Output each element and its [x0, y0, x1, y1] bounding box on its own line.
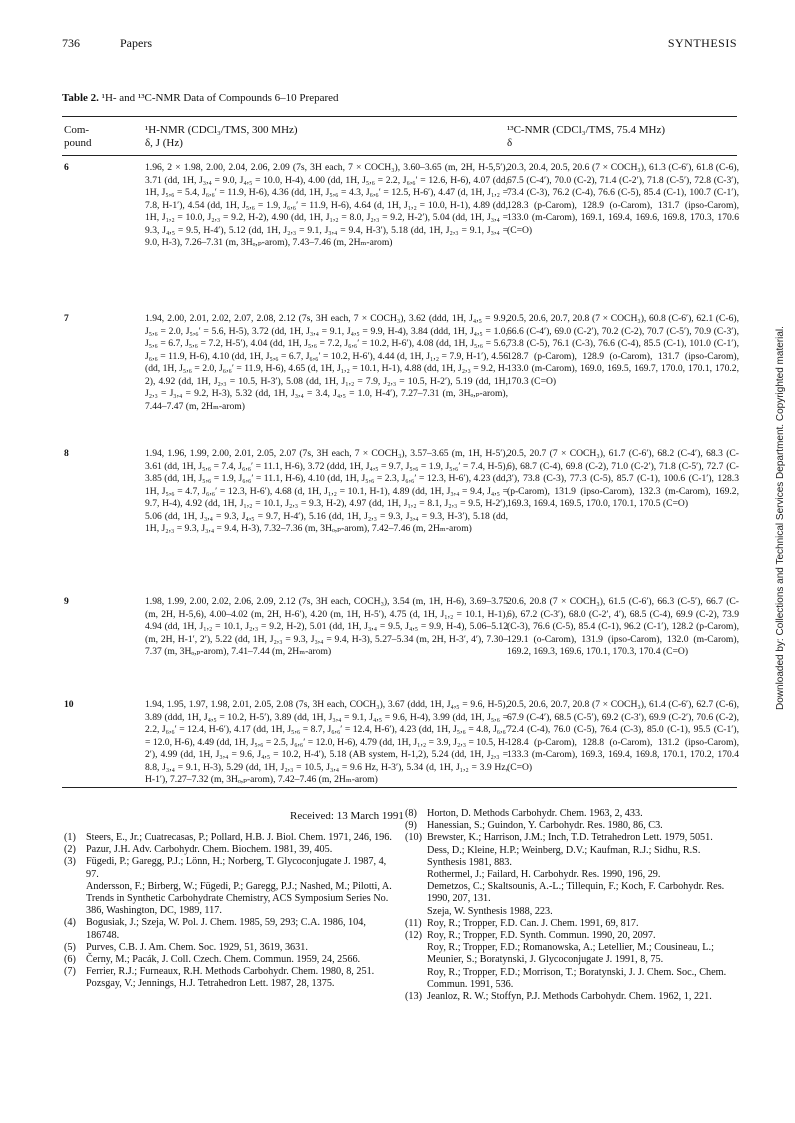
- download-notice-text: Downloaded by: Collections and Technical Services Department. Copyrighted material.: [775, 326, 786, 710]
- table-label: Table 2.: [62, 92, 99, 104]
- reference-item: [64, 954, 394, 966]
- ref-text: Pazur, J.H. Adv. Carbohydr. Chem. Biochem. 1981, 39, 405.: [86, 844, 333, 856]
- ref-text: Roy, R.; Tropper, F.D. Synth. Commun. 1990, 20, 2097.: [427, 930, 656, 942]
- ref-text: Roy, R.; Tropper, F.D. Can. J. Chem. 1991, 69, 817.: [427, 917, 639, 929]
- download-notice: [775, 290, 789, 710]
- col-c13-header: [507, 124, 665, 150]
- compound-number: 8: [64, 448, 69, 459]
- c13-nmr-cell: 20.6, 20.8 (7 × COCH₃), 61.5 (C-6′), 66.3 (C-5′), 66.7 (C-6), 67.2 (C-3′), 68.0 (C-2′, 4′), 68.5 (C-4), 69.9 (C-2), 73.9 (C-3), 76.6 (C-5), 85.4 (C-1), 96.2 (C-1′), 128.2 (p-Carom), 129.1 (o-Carom), 131.9 (ipso-Carom), 132.0 (m-Carom), 169.2, 169.3, 169.6, 170.1, 170.3, 170.4 (C=O): [507, 596, 739, 657]
- ref-text: Horton, D. Methods Carbohydr. Chem. 1963, 2, 433.: [427, 808, 643, 819]
- reference-item: [64, 966, 394, 990]
- ref-number: (7): [64, 966, 76, 978]
- reference-item: [64, 942, 394, 954]
- col-compound-line1: Com-: [64, 124, 90, 136]
- reference-item: [64, 856, 394, 917]
- h1-nmr-cell: 1.96, 2 × 1.98, 2.00, 2.04, 2.06, 2.09 (7s, 3H each, 7 × COCH₃), 3.60–3.65 (m, 2H, H-5,5′), 3.71 (dd, 1H, J₃,₄ = 9.0, J₄,₅ = 10.0, H-4), 4.00 (dd, 1H, J₅,₆ = 2.2, J₆,₆′ = 12.6, H-6), 4.07 (dd, 1H, J₅,₆ = 5.4, J₆,₆′ = 11.9, H-6), 4.36 (dd, 1H, J₅,₆ = 4.3, J₆,₆′ = 12.5, H-6′), 4.47 (d, 1H, J₁,₂ = 7.8, H-1′), 4.54 (dd, 1H, J₅,₆ = 1.9, J₆,₆′ = 11.9, H-6), 4.64 (d, 1H, J₁,₂ = 10.0, H-1), 4.89 (dd, 1H, J₁,₂ = 10.0, J₂,₃ = 9.2, H-2), 4.90 (dd, 1H, J₁,₂ = 8.0, J₂,₃ = 9.2, H-2′), 5.04 (dd, 1H, J₃,₄ = 9.3, J₄,₅ = 9.5, H-4′), 5.12 (dd, 1H, J₂,₃ = 9.1, J₃,₄ = 9.4, H-3′), 5.18 (dd, 1H, J₂,₃ = 9.1, J₃,₄ = 9.0, H-3), 7.26–7.31 (m, 3Hₒ,ₚ-arom), 7.43–7.46 (m, 2Hₘ-arom): [145, 162, 508, 248]
- col-h1-line1: ¹H-NMR (CDCl₃/TMS, 300 MHz): [145, 124, 298, 136]
- ref-text: Demetzos, C.; Skaltsounis, A.-L.; Tillequin, F.; Koch, F. Carbohydr. Res. 1990, 207, 131.: [427, 881, 725, 905]
- ref-text: Bogusiak, J.; Szeja, W. Pol. J. Chem. 1985, 59, 293; C.A. 1986, 104, 186748.: [86, 917, 366, 941]
- ref-text: Černy, M.; Pacák, J. Coll. Czech. Chem. Commun. 1959, 24, 2566.: [86, 954, 361, 966]
- compound-number: 6: [64, 162, 69, 173]
- table-header-rule: [62, 155, 737, 156]
- c13-nmr-cell: 20.5, 20.6, 20.7, 20.8 (7 × COCH₃), 61.4 (C-6′), 62.7 (C-6), 67.9 (C-4′), 68.5 (C-5′), 69.2 (C-3′), 69.9 (C-2′), 70.6 (C-2), 72.4 (C-4), 76.0 (C-5), 76.4 (C-3), 85.0 (C-1), 95.5 (C-1′), 128.4 (p-Carom), 128.8 (o-Carom), 131.2 (ipso-Carom), 133.3 (m-Carom), 169.3, 169.4, 169.8, 170.1, 170.2, 170.4 (C=O): [507, 699, 739, 773]
- c13-nmr-cell: 20.3, 20.4, 20.5, 20.6 (7 × COCH₃), 61.3 (C-6′), 61.8 (C-6), 67.5 (C-4′), 70.0 (C-2), 71.4 (C-2′), 71.8 (C-5′), 72.8 (C-3′), 73.4 (C-3), 76.2 (C-4), 76.6 (C-5), 85.4 (C-1), 100.7 (C-1′), 128.3 (p-Carom), 128.9 (o-Carom), 131.7 (ipso-Carom), 133.0 (m-Carom), 169.1, 169.4, 169.6, 169.8, 170.3, 170.6 (C=O): [507, 162, 739, 236]
- references-left: [64, 832, 394, 991]
- reference-item: [64, 832, 394, 844]
- ref-number: (3): [64, 856, 76, 868]
- h1-nmr-cell: 1.98, 1.99, 2.00, 2.02, 2.06, 2.09, 2.12 (7s, 3H each, COCH₃), 3.54 (m, 1H, H-6), 3.69–3.75 (m, 2H, H-5,6), 4.00–4.02 (m, 2H, H-6′), 4.20 (m, 1H, H-5′), 4.75 (d, 1H, J₁,₂ = 10.1, H-1), 4.94 (dd, 1H, J₁,₂ = 10.1, J₂,₃ = 9.2, H-2), 5.01 (dd, 1H, J₃,₄ = 9.5, J₄,₅ = 9.9, H-4), 5.06–5.12 (m, 2H, H-1′, 2′), 5.22 (dd, 1H, J₂,₃ = 9.3, J₃,₄ = 9.4, H-3), 5.27–5.34 (m, 2H, H-3′, 4′), 7.30–7.37 (m, 3Hₒ,ₚ-arom), 7.41–7.44 (m, 2Hₘ-arom): [145, 596, 508, 657]
- col-compound-header: [64, 124, 92, 150]
- ref-text: Purves, C.B. J. Am. Chem. Soc. 1929, 51, 3619, 3631.: [86, 941, 308, 953]
- reference-item: [405, 918, 737, 930]
- ref-number: (5): [64, 941, 76, 953]
- c13-nmr-cell: 20.5, 20.7 (7 × COCH₃), 61.7 (C-6′), 68.2 (C-4′), 68.3 (C-6), 68.7 (C-4), 69.8 (C-2), 71.0 (C-2′), 71.8 (C-5′), 72.7 (C-3′), 73.8 (C-3), 77.3 (C-5), 85.7 (C-1), 100.6 (C-1′), 128.3 (p-Carom), 131.9 (ipso-Carom), 132.3 (m-Carom), 169.2, 169.3, 169.4, 169.5, 170.0, 170.1, 170.5 (C=O): [507, 448, 739, 509]
- ref-text: Andersson, F.; Birberg, W.; Fügedi, P.; Garegg, P.J.; Nashed, M.; Pilotti, A. Trends in Synthetic Carbohydrate Chemistry, ACS Symposium Series No. 386, Washington, DC, 1989, 117.: [86, 880, 392, 917]
- ref-number: (13): [405, 991, 422, 1003]
- ref-number: (12): [405, 930, 422, 942]
- compound-number: 9: [64, 596, 69, 607]
- reference-item: [64, 844, 394, 856]
- ref-text: Hanessian, S.; Guindon, Y. Carbohydr. Res. 1980, 86, C3.: [427, 820, 663, 832]
- ref-text: Steers, E., Jr.; Cuatrecasas, P.; Pollard, H.B. J. Biol. Chem. 1971, 246, 196.: [86, 832, 392, 843]
- compound-number: 7: [64, 313, 69, 324]
- ref-text: Rothermel, J.; Failard, H. Carbohydr. Res. 1990, 196, 29.: [427, 869, 661, 881]
- table-title: ¹H- and ¹³C-NMR Data of Compounds 6–10 Prepared: [98, 92, 339, 104]
- ref-number: (4): [64, 917, 76, 929]
- reference-item: [64, 917, 394, 941]
- reference-item: [405, 820, 737, 832]
- journal-name: SYNTHESIS: [667, 36, 737, 50]
- ref-text: Jeanloz, R. W.; Stoffyn, P.J. Methods Carbohydr. Chem. 1962, 1, 221.: [427, 991, 712, 1003]
- reference-item: [405, 930, 737, 991]
- ref-number: (11): [405, 917, 422, 929]
- c13-nmr-cell: 20.5, 20.6, 20.7, 20.8 (7 × COCH₃), 60.8 (C-6′), 62.1 (C-6), 66.6 (C-4′), 69.0 (C-2′), 70.2 (C-2), 70.7 (C-5′), 70.9 (C-3′), 73.8 (C-5), 76.1 (C-3), 76.6 (C-4), 85.5 (C-1), 101.0 (C-1′), 128.7 (p-Carom), 128.9 (o-Carom), 131.7 (ipso-Carom), 133.0 (m-Carom), 169.0, 169.5, 169.7, 170.0, 170.1, 170.2, 170.3 (C=O): [507, 313, 739, 387]
- ref-number: (1): [64, 832, 76, 843]
- ref-text: Fügedi, P.; Garegg, P.J.; Lönn, H.; Norberg, T. Glycoconjugate J. 1987, 4, 97.: [86, 856, 387, 880]
- h1-nmr-cell: 1.94, 1.95, 1.97, 1.98, 2.01, 2.05, 2.08 (7s, 3H each, COCH₃), 3.67 (ddd, 1H, J₄,₅ = 9.6, H-5), 3.89 (ddd, 1H, J₄,₅ = 10.2, H-5′), 3.89 (dd, 1H, J₃,₄ = 9.1, J₄,₅ = 9.6, H-4), 3.99 (dd, 1H, J₅,₆ = 2.2, J₆,₆′ = 12.4, H-6′), 4.17 (dd, 1H, J₅,₆ = 8.7, J₆,₆′ = 12.4, H-6′), 4.23 (dd, 1H, J₅,₆ = 4.8, J₆,₆′ = 12.0, H-6), 4.49 (dd, 1H, J₅,₆ = 2.5, J₆,₆′ = 12.0, H-6), 4.79 (dd, 1H, J₁,₂ = 3.9, J₂,₃ = 10.5, H-2′), 4.99 (dd, 1H, J₃,₄ = 9.6, J₄,₅ = 10.2, H-4′), 5.18 (AB system, H-1,2), 5.24 (dd, 1H, J₂,₃ = 8.8, J₃,₄ = 9.1, H-3), 5.29 (dd, 1H, J₂,₃ = 10.5, J₃,₄ = 9.6 Hz, H-3′), 5.34 (d, 1H, J₁,₂ = 3.9 Hz, H-1′), 7.27–7.32 (m, 3Hₒ,ₚ-arom), 7.42–7.46 (m, 2Hₘ-arom): [145, 699, 508, 785]
- col-compound-line2: pound: [64, 137, 92, 149]
- col-h1-line2: δ, J (Hz): [145, 137, 183, 149]
- table-caption: [62, 92, 339, 104]
- reference-item: [405, 808, 737, 820]
- ref-text: Dess, D.; Kleine, H.P.; Weinberg, D.V.; Kaufman, R.J.; Sidhu, R.S. Synthesis 1981, 883.: [427, 844, 701, 868]
- ref-text: Roy, R.; Tropper, F.D.; Romanowska, A.; Letellier, M.; Cousineau, L.; Meunier, S.; Boratynski, J. Glycoconjugate J. 1991, 8, 75.: [427, 942, 714, 966]
- compound-number: 10: [64, 699, 74, 710]
- col-c13-line2: δ: [507, 137, 513, 149]
- ref-number: (8): [405, 808, 417, 819]
- received-date: Received: 13 March 1991: [290, 810, 404, 822]
- section-name: Papers: [120, 36, 152, 50]
- running-header: [62, 36, 737, 54]
- ref-number: (9): [405, 820, 417, 832]
- reference-item: [405, 991, 737, 1003]
- col-h1-header: [145, 124, 298, 150]
- h1-nmr-cell: 1.94, 1.96, 1.99, 2.00, 2.01, 2.05, 2.07 (7s, 3H each, 7 × COCH₃), 3.57–3.65 (m, 1H, H-5′), 3.61 (dd, 1H, J₅,₆ = 7.4, J₆,₆′ = 11.1, H-6), 3.72 (ddd, 1H, J₄,₅ = 9.7, J₅,₆ = 1.9, J₅,₆′ = 7.4, H-5), 3.85 (dd, 1H, J₅,₆ = 1.9, J₆,₆′ = 11.1, H-6), 4.10 (dd, 1H, J₅,₆ = 2.3, J₆,₆′ = 12.3, H-6′), 4.23 (dd, 1H, J₅,₆ = 4.7, J₆,₆′ = 12.3, H-6′), 4.68 (d, 1H, J₁,₂ = 10.1, H-1), 4.89 (dd, 1H, J₃,₄ = 9.4, J₄,₅ = 9.7, H-4), 4.92 (dd, 1H, J₁,₂ = 10.1, J₂,₃ = 9.3, H-2), 4.97 (dd, 1H, J₁,₂ = 8.1, J₂,₃ = 9.5, H-2′), 5.06 (dd, 1H, J₃,₄ = 9.3, J₄,₅ = 9.7, H-4′), 5.16 (dd, 1H, J₂,₃ = 9.3, J₃,₄ = 9.3, H-3′), 5.18 (dd, 1H, J₂,₃ = 9.3, J₃,₄ = 9.4, H-3), 7.32–7.36 (m, 3Hₒ,ₚ-arom), 7.42–7.46 (m, 2Hₘ-arom): [145, 448, 508, 534]
- references-right: [405, 808, 737, 1003]
- ref-text: Pozsgay, V.; Jennings, H.J. Tetrahedron Lett. 1987, 28, 1375.: [86, 978, 335, 990]
- ref-text: Ferrier, R.J.; Furneaux, R.H. Methods Carbohydr. Chem. 1980, 8, 251.: [86, 966, 375, 978]
- ref-text: Roy, R.; Tropper, F.D.; Morrison, T.; Boratynski, J. J. Chem. Soc., Chem. Commun. 1991, 536.: [427, 966, 727, 990]
- ref-number: (6): [64, 954, 76, 966]
- ref-text: Brewster, K.; Harrison, J.M.; Inch, T.D. Tetrahedron Lett. 1979, 5051.: [427, 832, 713, 844]
- h1-nmr-cell: 1.94, 2.00, 2.01, 2.02, 2.07, 2.08, 2.12 (7s, 3H each, 7 × COCH₃), 3.62 (ddd, 1H, J₄,₅ = 9.9, J₅,₆ = 2.0, J₅,₆′ = 5.6, H-5), 3.72 (dd, 1H, J₃,₄ = 9.1, J₄,₅ = 9.9, H-4), 3.84 (ddd, 1H, J₄,₅ = 1.0, J₅,₆ = 6.7, J₅,₆ = 7.2, H-5′), 4.04 (dd, 1H, J₅,₆ = 7.2, J₆,₆′ = 10.2, H-6′), 4.08 (dd, 1H, J₅,₆ = 5.6, J₆,₆ = 11.9, H-6), 4.10 (dd, 1H, J₅,₆ = 6.7, J₆,₆′ = 10.2, H-6′), 4.44 (d, 1H, J₁,₂ = 7.9, H-1′), 4.56 (dd, 1H, J₅,₆ = 2.0, J₆,₆′ = 11.9, H-6), 4.65 (d, 1H, J₁,₂ = 10.1, H-1), 4.88 (dd, 1H, J₂,₃ = 9.2, H-2), 4.92 (dd, 1H, J₂,₃ = 10.5, H-3′), 5.08 (dd, 1H, J₁,₂ = 7.9, J₂,₃ = 10.5, H-2′), 5.19 (dd, 1H, J₂,₃ = J₃,₄ = 9.2, H-3), 5.32 (dd, 1H, J₃,₄ = 3.4, J₄,₅ = 1.0, H-4′), 7.27–7.31 (m, 3Hₒ,ₚ-arom), 7.44–7.47 (m, 2Hₘ-arom): [145, 313, 508, 412]
- ref-number: (2): [64, 844, 76, 856]
- table-bottom-rule: [62, 787, 737, 788]
- reference-item: [405, 832, 737, 917]
- ref-text: Szeja, W. Synthesis 1988, 223.: [427, 905, 553, 917]
- page-number: 736: [62, 36, 80, 50]
- col-c13-line1: ¹³C-NMR (CDCl₃/TMS, 75.4 MHz): [507, 124, 666, 136]
- ref-number: (10): [405, 832, 422, 844]
- table-top-rule: [62, 116, 737, 117]
